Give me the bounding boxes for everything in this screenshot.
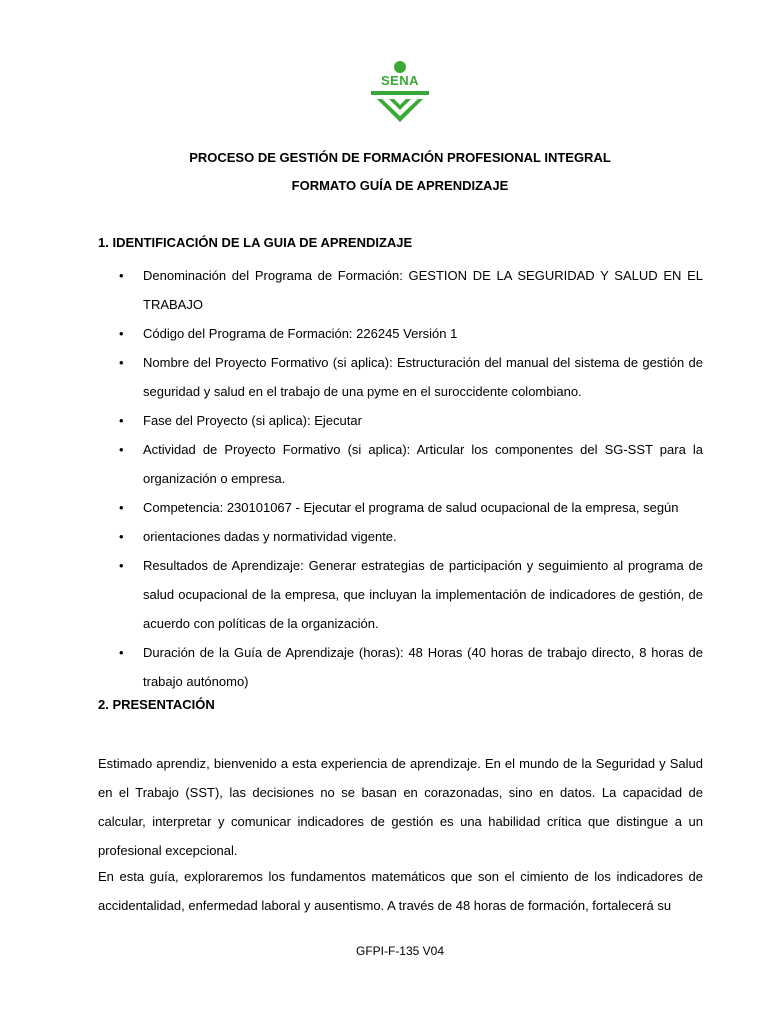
presentation-paragraph-1: Estimado aprendiz, bienvenido a esta experiencia de aprendizaje. En el mundo de la Seguridad y Salud en el Trabajo (SST), las decisiones no se basan en corazonadas, sino en datos. La capacidad de calcular, interpretar y comunicar indicadores de gestión es una habilidad crítica que distingue a un profesional excepcional. (98, 756, 703, 858)
section-identification-title: 1. IDENTIFICACIÓN DE LA GUIA DE APRENDIZAJE (98, 235, 413, 250)
list-item: • Competencia: 230101067 - Ejecutar el programa de salud ocupacional de la empresa, según (98, 493, 703, 522)
bullet-icon: • (119, 558, 124, 573)
sena-logo-icon (369, 60, 431, 124)
list-item: • Denominación del Programa de Formación: GESTION DE LA SEGURIDAD Y SALUD EN EL TRABAJO (98, 261, 703, 319)
bullet-icon: • (119, 268, 124, 283)
list-item: • Actividad de Proyecto Formativo (si aplica): Articular los componentes del SG-SST para la organización o empresa. (98, 435, 703, 493)
bullet-icon: • (119, 413, 124, 428)
footer-code: GFPI-F-135 V04 (355, 944, 445, 958)
list-item: • Nombre del Proyecto Formativo (si aplica): Estructuración del manual del sistema de gestión de seguridad y salud en el trabajo de una pyme en el suroccidente colombiano. (98, 348, 703, 406)
list-item: • Resultados de Aprendizaje: Generar estrategias de participación y seguimiento al programa de salud ocupacional de la empresa, que incluyan la implementación de indicadores de gestión, de acuerdo con políticas de la organización. (98, 551, 703, 638)
bullet-icon: • (119, 355, 124, 370)
document-title: PROCESO DE GESTIÓN DE FORMACIÓN PROFESIONAL INTEGRAL (189, 150, 611, 165)
list-item: • Duración de la Guía de Aprendizaje (horas): 48 Horas (40 horas de trabajo directo, 8 horas de trabajo autónomo) (98, 638, 703, 696)
document-subtitle: FORMATO GUÍA DE APRENDIZAJE (291, 178, 509, 193)
bullet-icon: • (119, 645, 124, 660)
bullet-icon: • (119, 500, 124, 515)
section-presentation-title: 2. PRESENTACIÓN (98, 697, 215, 712)
list-item: • Código del Programa de Formación: 226245 Versión 1 (98, 319, 703, 348)
identification-list (98, 261, 703, 696)
bullet-icon: • (119, 529, 124, 544)
list-item: • orientaciones dadas y normatividad vigente. (98, 522, 703, 551)
bullet-icon: • (119, 442, 124, 457)
list-item: • Fase del Proyecto (si aplica): Ejecutar (98, 406, 703, 435)
bullet-icon: • (119, 326, 124, 341)
svg-text:SENA: SENA (380, 73, 420, 88)
presentation-paragraph-2: En esta guía, exploraremos los fundamentos matemáticos que son el cimiento de los indicadores de accidentalidad, enfermedad laboral y ausentismo. A través de 48 horas de formación, fortalecerá su (98, 869, 703, 913)
